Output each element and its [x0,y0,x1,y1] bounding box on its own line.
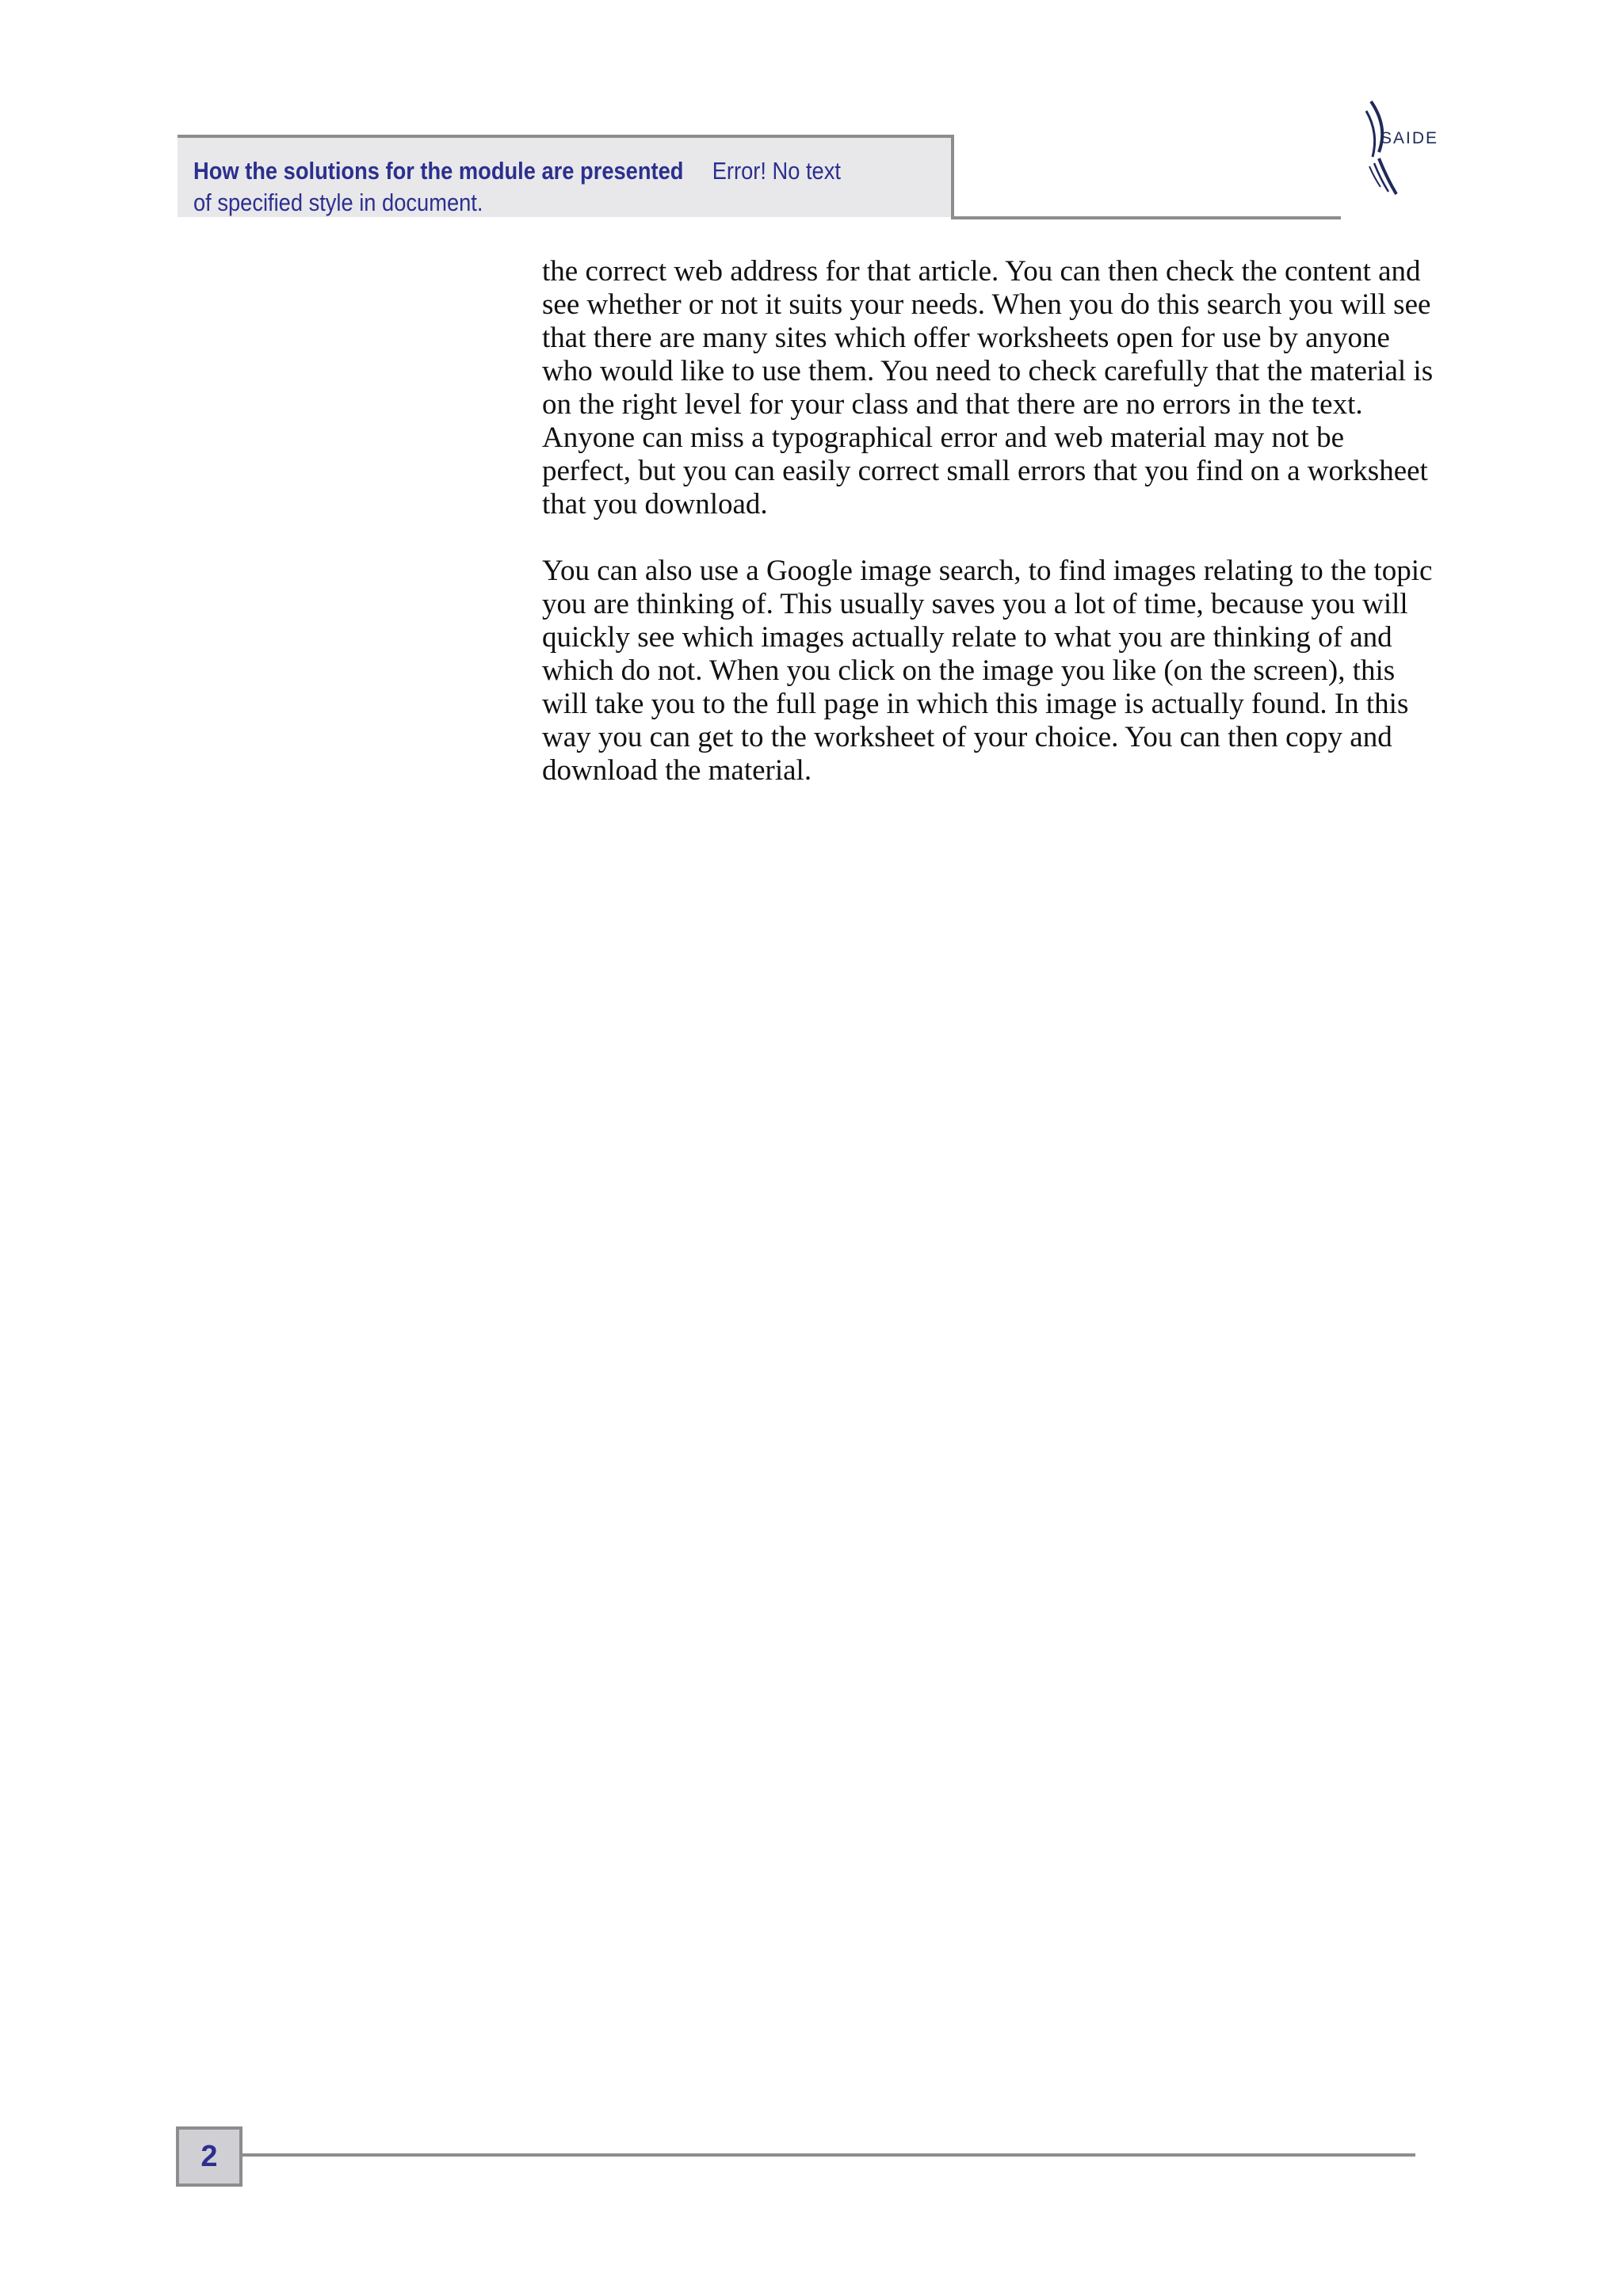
header-error-text: Error! No text [712,157,841,185]
page-number: 2 [176,2126,242,2187]
running-header [193,155,856,219]
header-title: How the solutions for the module are presented [193,157,684,185]
header-subtitle: of specified style in document. [193,189,483,216]
paragraph-2: You can also use a Google image search, to find images relating to the topic you are thinking of. This usually saves you a lot of time, because you will quickly see which images actually relate to what you are thinking of and which do not. When you click on the image you like (on the screen), this will take you to the full page in which this image is actually found. In this way you can get to the worksheet of your choice. You can then copy and download the material. [542,555,1433,787]
paragraph-1: the correct web address for that article. You can then check the content and see whether or not it suits your needs. When you do this search you will see that there are many sites which offer worksheets open for use by anyone who would like to use them. You need to check carefully that the material is on the right level for your class and that there are no errors in the text. Anyone can miss a typographical error and web material may not be perfect, but you can easily correct small errors that you find on a worksheet that you download. [542,255,1434,521]
footer-divider [242,2153,1415,2157]
header-divider [951,216,1341,219]
main-content [542,255,1438,821]
logo-text: SAIDE [1381,129,1439,147]
